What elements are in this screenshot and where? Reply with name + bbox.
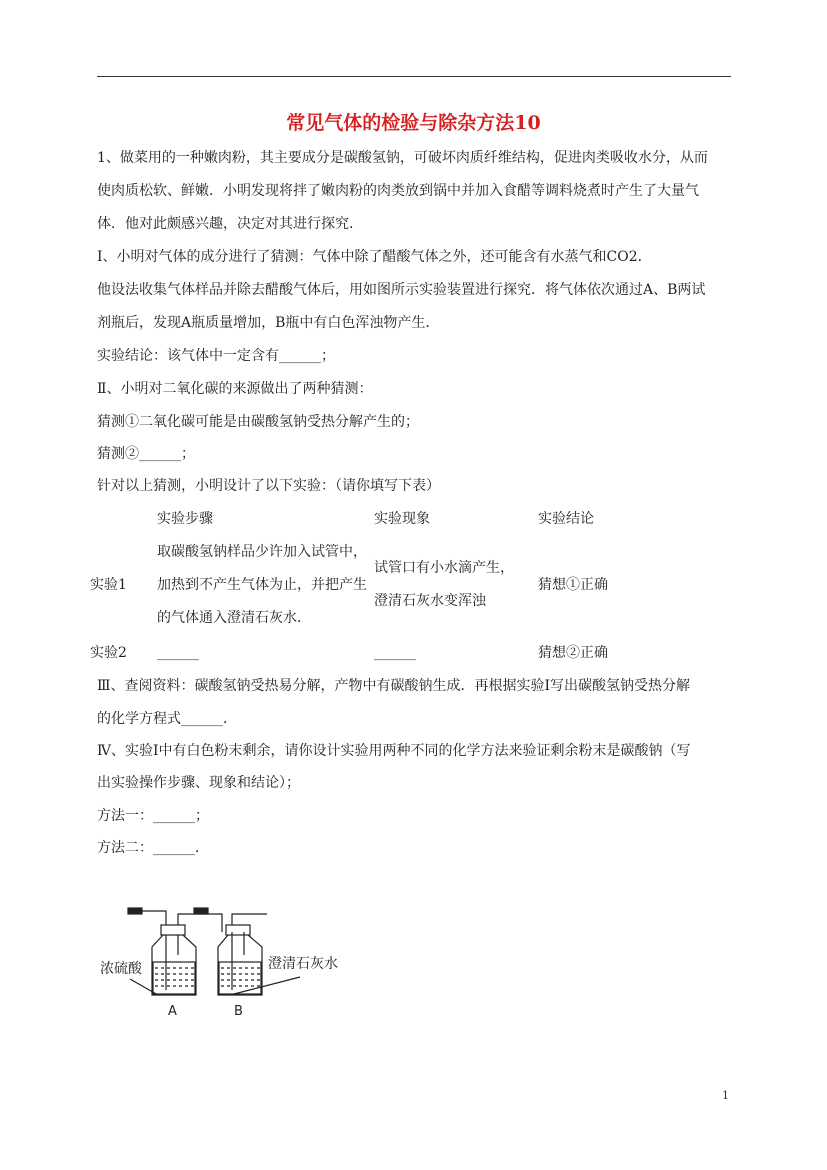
paragraph-line: 他设法收集气体样品并除去醋酸气体后，用如图所示实验装置进行探究．将气体依次通过A、B两试 [97,282,706,298]
paragraph-line: Ⅳ、实验Ⅰ中有白色粉末剩余，请你设计实验用两种不同的化学方法来验证剩余粉末是碳酸钠（写 [97,743,691,759]
paragraph-line: Ⅱ、小明对二氧化碳的来源做出了两种猜测： [97,381,373,397]
paragraph-line: 的化学方程式______． [97,711,237,727]
page-number: 1 [722,1089,729,1102]
label-limewater: 澄清石灰水 [268,956,338,972]
method-1-line: 方法一：______； [97,808,209,824]
table-row-label: 实验2 [90,645,127,661]
header-rule [97,76,731,77]
page-title: 常见气体的检验与除杂方法10 [286,112,541,134]
table-cell-phenomenon-blank: ______ [374,645,416,661]
table-cell-step-blank: ______ [157,645,199,661]
table-cell-step: 加热到不产生气体为止，并把产生 [157,577,367,593]
table-cell-conclusion: 猜想①正确 [538,577,608,593]
table-header-steps: 实验步骤 [157,511,213,527]
guess-1-line: 猜测①二氧化碳可能是由碳酸氢钠受热分解产生的； [97,414,419,430]
table-cell-step: 的气体通入澄清石灰水． [157,610,311,626]
bottle-b-label: B [234,1004,243,1019]
paragraph-line: 出实验操作步骤、现象和结论）； [97,775,300,791]
guess-2-line: 猜测②______； [97,446,195,462]
paragraph-line: Ⅰ、小明对气体的成分进行了猜测：气体中除了醋酸气体之外，还可能含有水蒸气和CO2． [97,249,652,265]
table-cell-step: 取碳酸氢钠样品少许加入试管中， [157,544,367,560]
method-2-line: 方法二：______． [97,840,209,856]
table-header-conclusion: 实验结论 [538,511,594,527]
table-row-label: 实验1 [90,577,127,593]
paragraph-line: 使肉质松软、鲜嫩．小明发现将拌了嫩肉粉的肉类放到锅中并加入食醋等调料烧煮时产生了大量气 [97,183,699,199]
bottle-a-label: A [168,1004,177,1019]
table-cell-conclusion: 猜想②正确 [538,645,608,661]
table-cell-phenomenon: 澄清石灰水变浑浊 [374,593,486,609]
label-concentrated-sulfuric-acid: 浓硫酸 [100,961,142,977]
table-header-phenomena: 实验现象 [374,511,430,527]
table-cell-phenomenon: 试管口有小水滴产生， [374,560,514,576]
experiment-conclusion-line: 实验结论：该气体中一定含有______； [97,348,335,364]
paragraph-line: 1、做菜用的一种嫩肉粉，其主要成分是碳酸氢钠，可破坏肉质纤维结构，促进肉类吸收水分，从而 [97,150,708,166]
paragraph-line: 针对以上猜测，小明设计了以下实验：（请你填写下表） [97,478,440,494]
paragraph-line: Ⅲ、查阅资料：碳酸氢钠受热易分解，产物中有碳酸钠生成．再根据实验Ⅰ写出碳酸氢钠受热分解 [97,678,691,694]
paragraph-line: 剂瓶后，发现A瓶质量增加，B瓶中有白色浑浊物产生． [97,315,440,331]
paragraph-line: 体．他对此颇感兴趣，决定对其进行探究． [97,216,363,232]
